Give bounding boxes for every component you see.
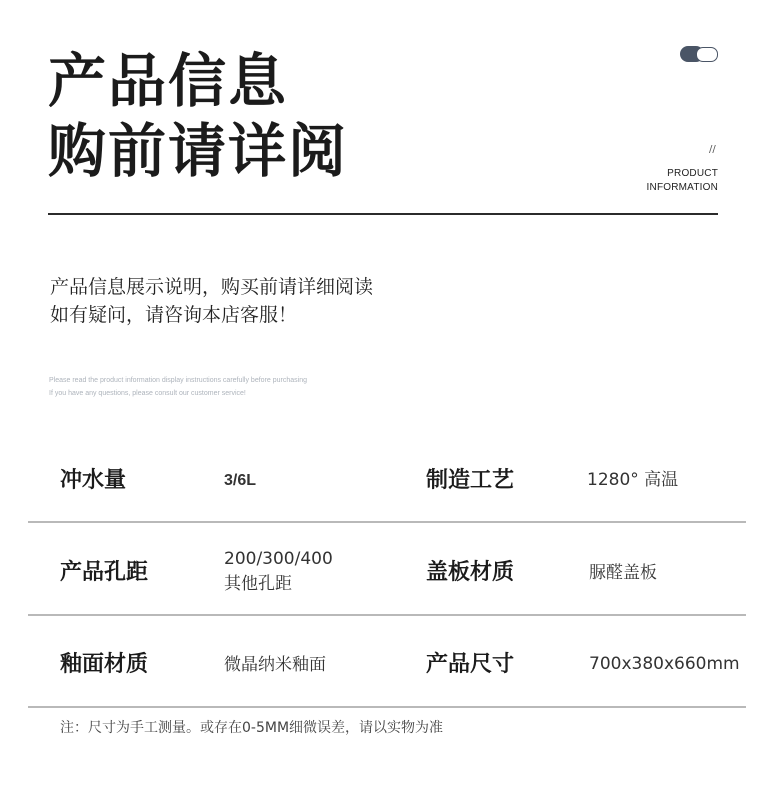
spec-label-flush-volume: 冲水量	[60, 468, 127, 493]
intro-line2: 如有疑问，请咨询本店客服！	[50, 304, 298, 326]
spec-label-glaze: 釉面材质	[60, 652, 149, 677]
row-separator	[28, 614, 746, 616]
spec-label-size: 产品尺寸	[426, 652, 515, 677]
en-label-product: PRODUCT	[667, 168, 718, 179]
spec-value-size: 700x380x660mm	[589, 654, 740, 674]
spec-value-hole-distance-2: 其他孔距	[224, 574, 292, 594]
spec-value-process: 1280° 高温	[587, 470, 679, 490]
slash-decoration: //	[709, 144, 716, 155]
intro-line1: 产品信息展示说明，购买前请详细阅读	[50, 276, 374, 298]
spec-label-cover-material: 盖板材质	[426, 560, 515, 585]
en-label-information: INFORMATION	[646, 182, 718, 193]
spec-value-flush-volume: 3/6L	[224, 472, 257, 489]
header-divider	[48, 213, 718, 215]
intro-en-line2: If you have any questions, please consult our customer service!	[49, 390, 246, 397]
spec-label-process: 制造工艺	[426, 468, 515, 493]
toggle-dot-outline	[696, 47, 718, 62]
page-title-line2: 购前请详阅	[48, 117, 349, 185]
measurement-footnote: 注：尺寸为手工测量。或存在0-5MM细微误差，请以实物为准	[60, 720, 444, 736]
intro-en-line1: Please read the product information display instructions carefully before purchasing	[49, 377, 307, 384]
spec-value-cover-material: 脲醛盖板	[589, 563, 657, 583]
page-title-line1: 产品信息	[48, 47, 289, 115]
spec-label-hole-distance: 产品孔距	[60, 560, 149, 585]
toggle-icon	[680, 46, 718, 62]
spec-value-hole-distance-1: 200/300/400	[224, 549, 333, 569]
spec-value-glaze: 微晶纳米釉面	[224, 655, 326, 675]
row-separator	[28, 521, 746, 523]
row-separator	[28, 706, 746, 708]
